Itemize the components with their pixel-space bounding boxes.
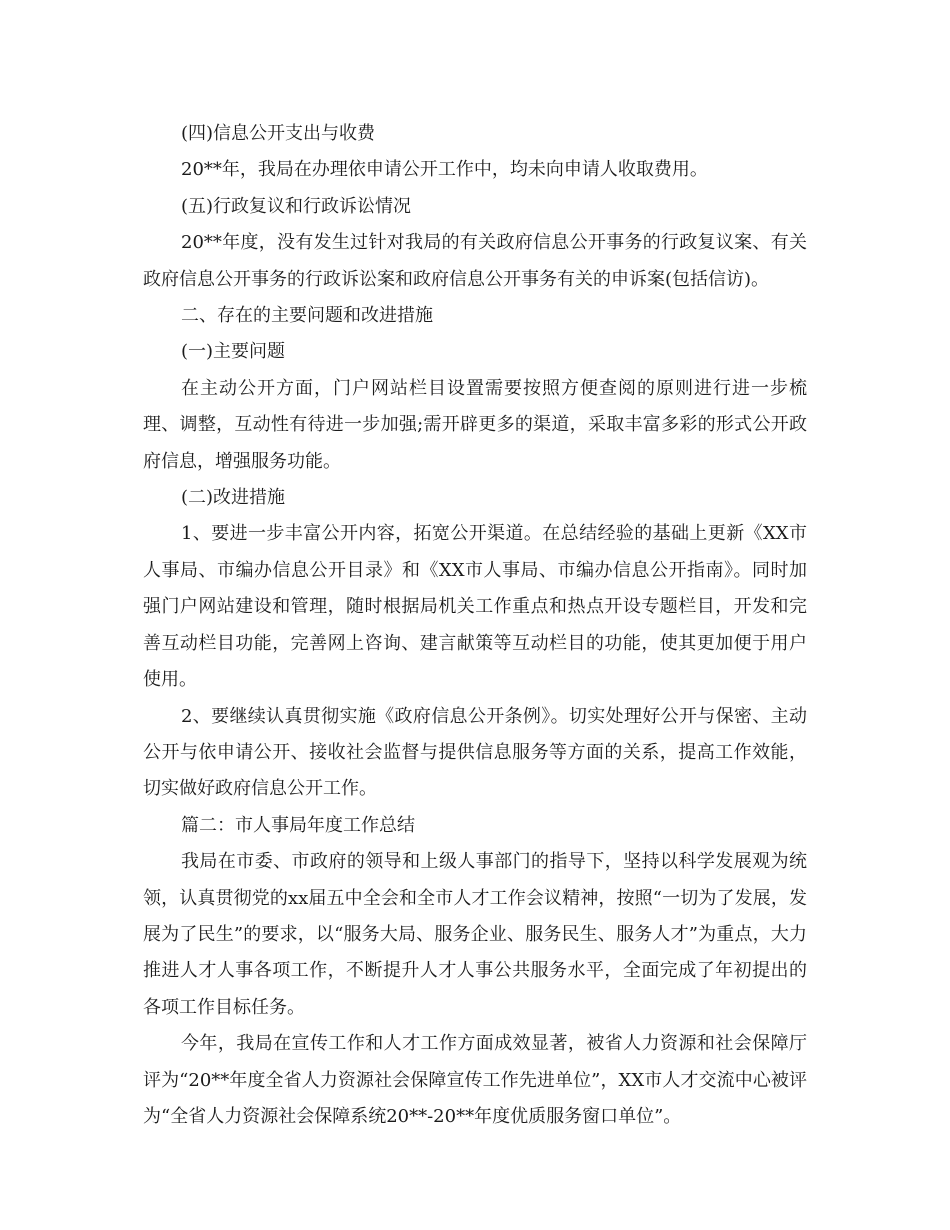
- paragraph-fees: 20**年，我局在办理依申请公开工作中，均未向申请人收取费用。: [181, 159, 708, 181]
- chapter-heading-part-two: 篇二：市人事局年度工作总结: [181, 814, 415, 836]
- paragraph-main-problems: 在主动公开方面，门户网站栏目设置需要按照方便查阅的原则进行进一步梳理、调整，互动性有待进一步加强;需开辟更多的渠道，采取丰富多彩的形式公开政府信息，增强服务功能。: [143, 377, 807, 472]
- subheading-main-problems: (一)主要问题: [181, 341, 286, 363]
- document-body: [143, 116, 807, 1135]
- paragraph-summary-intro: 我局在市委、市政府的领导和上级人事部门的指导下，坚持以科学发展观为统领，认真贯彻党的xx届五中全会和全市人才工作会议精神，按照“一切为了发展，发展为了民生”的要求，以“服务大局、服务企业、服务民生、服务人才”为重点，大力推进人才人事各项工作，不断提升人才人事公共服务水平，全面完成了年初提出的各项工作目标任务。: [143, 851, 807, 1018]
- paragraph-measure-1: 1、要进一步丰富公开内容，拓宽公开渠道。在总结经验的基础上更新《XX市人事局、市编办信息公开目录》和《XX市人事局、市编办信息公开指南》。同时加强门户网站建设和管理，随时根据局机关工作重点和热点开设专题栏目，开发和完善互动栏目功能，完善网上咨询、建言献策等互动栏目的功能，使其更加便于用户使用。: [143, 523, 807, 691]
- paragraph-review-litigation: 20**年度，没有发生过针对我局的有关政府信息公开事务的行政复议案、有关政府信息公开事务的行政诉讼案和政府信息公开事务有关的申诉案(包括信访)。: [143, 232, 807, 290]
- subheading-info-fees: (四)信息公开支出与收费: [181, 123, 376, 144]
- paragraph-measure-2: 2、要继续认真贯彻实施《政府信息公开条例》。切实处理好公开与保密、主动公开与依申请公开、接收社会监督与提供信息服务等方面的关系，提高工作效能，切实做好政府信息公开工作。: [143, 705, 807, 800]
- paragraph-achievements: 今年，我局在宣传工作和人才工作方面成效显著，被省人力资源和社会保障厅评为“20**年度全省人力资源社会保障宣传工作先进单位”，XX市人才交流中心被评为“全省人力资源社会保障系统20**-20**年度优质服务窗口单位”。: [143, 1033, 807, 1127]
- subheading-review-litigation: (五)行政复议和行政诉讼情况: [181, 195, 412, 217]
- section-heading-problems-measures: 二、存在的主要问题和改进措施: [181, 305, 433, 327]
- subheading-improvement-measures: (二)改进措施: [181, 487, 286, 509]
